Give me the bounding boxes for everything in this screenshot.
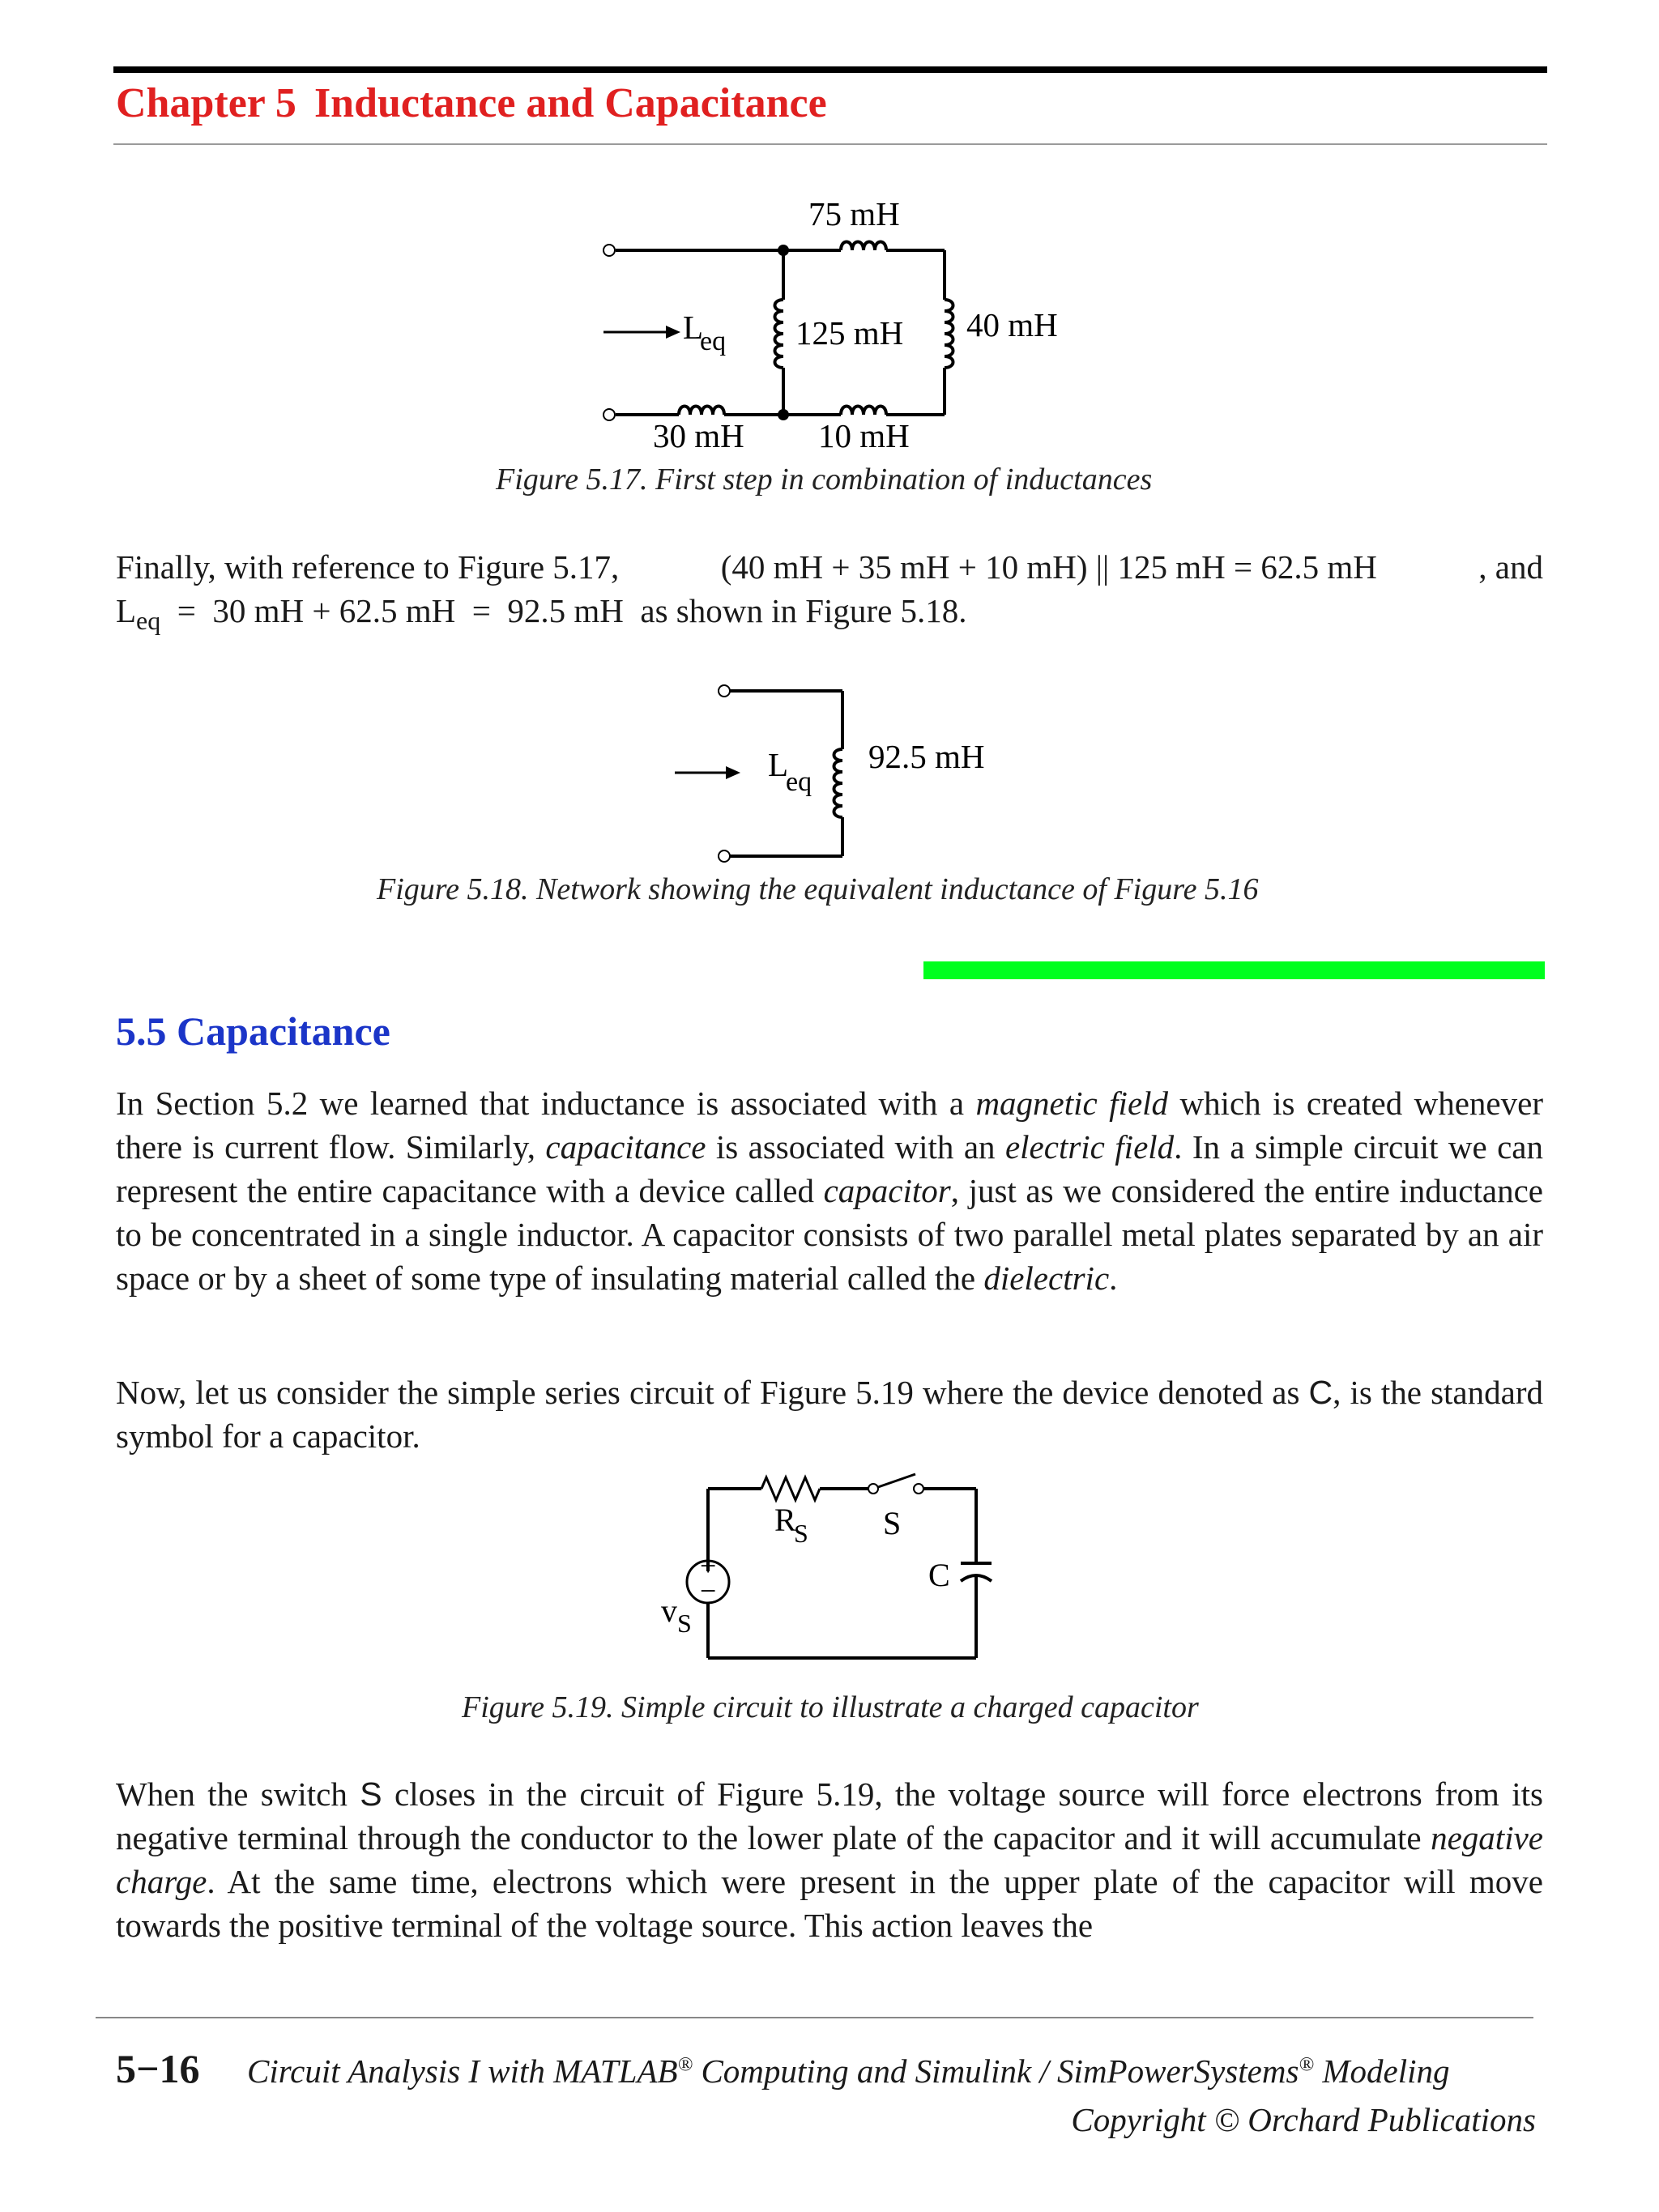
paragraph-series-circuit bbox=[116, 1370, 1543, 1458]
label-75mh: 75 mH bbox=[808, 195, 900, 232]
minus-sign: − bbox=[700, 1575, 717, 1607]
figure-5-19-caption: Figure 5.19. Simple circuit to illustrate a charged capacitor bbox=[462, 1690, 1199, 1724]
para1-end: , and bbox=[1478, 548, 1543, 586]
figure-5-18-caption: Figure 5.18. Network showing the equivalent inductance of Figure 5.16 bbox=[377, 872, 1259, 906]
para3-text: Now, let us consider the simple series circuit of Figure 5.19 where the device denoted as C, is the standard symbol for a capacitor. bbox=[116, 1374, 1543, 1455]
para1-equation-2: = 30 mH + 62.5 mH = 92.5 mH bbox=[160, 592, 624, 629]
footer-rule bbox=[96, 2017, 1533, 2018]
section-heading: 5.5 Capacitance bbox=[116, 1008, 390, 1054]
capacitor-label: C bbox=[928, 1557, 950, 1593]
para4-text: When the switch S closes in the circuit of Figure 5.19, the voltage source will force electrons from its negative terminal through the conductor to the lower plate of the capacitor and it will accumulate negative charge. At the same time, electrons which were present in the upper plate of the capacitor will move towards the positive terminal of the voltage source. This action leaves the bbox=[116, 1775, 1544, 1944]
paragraph-capacitance-intro bbox=[116, 1081, 1543, 1300]
figure-5-17-caption: Figure 5.17. First step in combination of inductances bbox=[496, 462, 1153, 497]
figure-5-18-diagram bbox=[0, 672, 1659, 867]
leq-subscript: eq bbox=[700, 326, 727, 356]
rs-subscript: S bbox=[794, 1519, 808, 1548]
label-30mh: 30 mH bbox=[653, 417, 744, 454]
paragraph-switch-closes bbox=[116, 1772, 1543, 1947]
figure-5-17-diagram bbox=[0, 0, 1659, 454]
chapter-title: Inductance and Capacitance bbox=[313, 80, 827, 126]
label-10mh: 10 mH bbox=[818, 417, 910, 454]
copyright-notice: Copyright © Orchard Publications bbox=[1071, 2101, 1536, 2138]
label-125mh: 125 mH bbox=[795, 314, 904, 352]
leq-symbol-subscript: eq bbox=[136, 606, 161, 636]
highlight-bar bbox=[923, 961, 1545, 979]
rs-label: R bbox=[774, 1502, 796, 1538]
leq-subscript-518: eq bbox=[786, 767, 812, 797]
plus-sign: + bbox=[700, 1549, 717, 1582]
page-number: 5−16 bbox=[116, 2046, 200, 2091]
label-92-5mh: 92.5 mH bbox=[868, 738, 985, 775]
vs-label: v bbox=[661, 1592, 677, 1629]
label-40mh: 40 mH bbox=[966, 306, 1058, 343]
para2-text: In Section 5.2 we learned that inductance is associated with a magnetic field which is created whenever there is current flow. Similarly, capacitance is associated with an electric field. In a simple circuit we can represent the entire capacitance with a device called capacitor, just as we considered the entire inductance to be concentrated in a single inductor. A capacitor consists of two parallel metal plates separated by an air space or by a sheet of some type of insulating material called the dielectric. bbox=[116, 1085, 1544, 1297]
book-title: Circuit Analysis I with MATLAB® Computing and Simulink / SimPowerSystems® Modeling bbox=[247, 2052, 1450, 2090]
chapter-number: Chapter 5 bbox=[116, 80, 296, 126]
para1-text-2: as shown in Figure 5.18. bbox=[623, 592, 967, 629]
para1-line2 bbox=[116, 589, 1543, 642]
para1-text: Finally, with reference to Figure 5.17, bbox=[116, 548, 620, 586]
leq-main: L bbox=[683, 309, 704, 346]
paragraph-reference-5-17 bbox=[116, 545, 1543, 642]
leq-symbol: L bbox=[116, 592, 137, 629]
vs-subscript: S bbox=[677, 1609, 692, 1638]
leq-main-518: L bbox=[768, 746, 789, 783]
figure-5-19-diagram bbox=[0, 1466, 1659, 1685]
para1-equation: (40 mH + 35 mH + 10 mH) || 125 mH = 62.5 mH bbox=[720, 548, 1377, 586]
switch-label: S bbox=[883, 1505, 902, 1541]
para1-line1 bbox=[116, 545, 1543, 589]
